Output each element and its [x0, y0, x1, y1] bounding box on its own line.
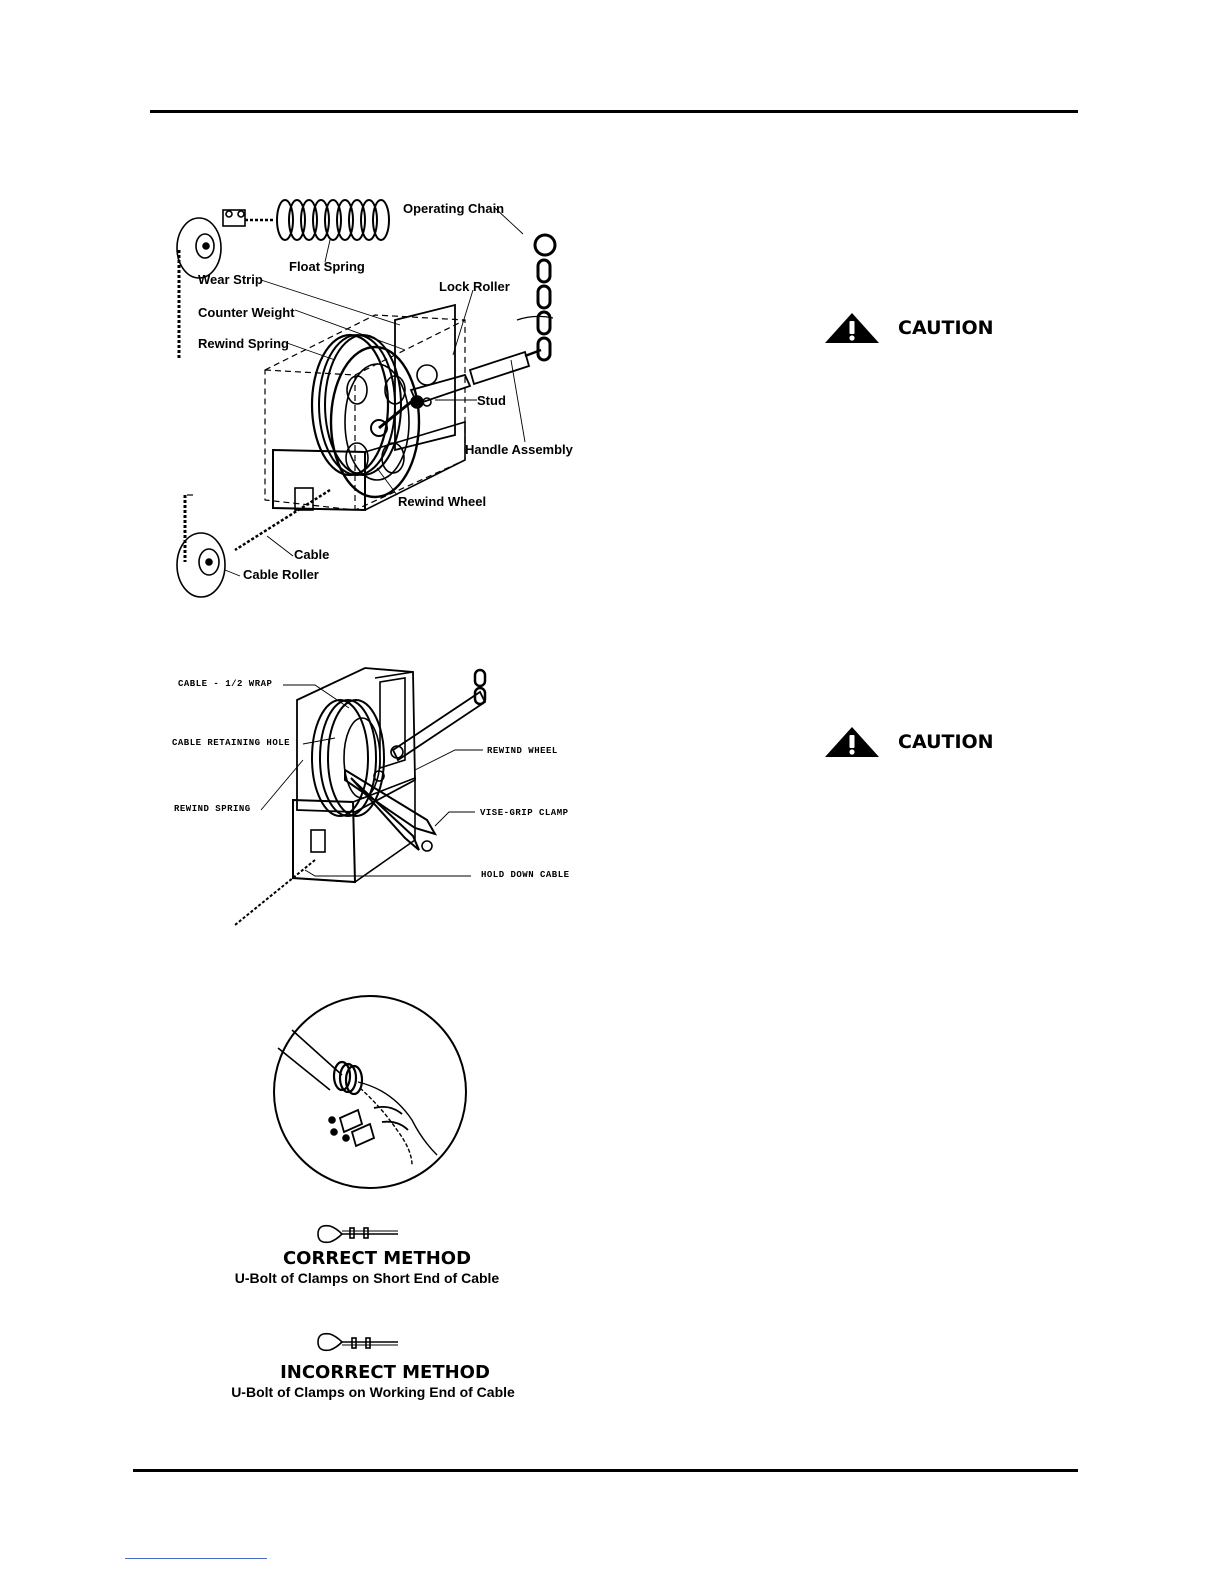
label-stud: Stud — [477, 393, 506, 408]
label-rewind-spring-2: REWIND SPRING — [174, 804, 251, 814]
label-rewind-spring: Rewind Spring — [198, 336, 289, 351]
label-rewind-wheel: Rewind Wheel — [398, 494, 487, 509]
correct-method-subtitle: U-Bolt of Clamps on Short End of Cable — [234, 1270, 500, 1286]
label-wear-strip: Wear Strip — [198, 272, 263, 287]
correct-method-title: CORRECT METHOD — [282, 1248, 472, 1269]
label-rewind-wheel-2: REWIND WHEEL — [487, 746, 558, 756]
footer-link-underline[interactable] — [125, 1558, 267, 1559]
incorrect-method-subtitle: U-Bolt of Clamps on Working End of Cable — [231, 1384, 515, 1400]
label-operating-chain: Operating Chain — [403, 201, 505, 216]
caution-2-text: CAUTION — [898, 731, 994, 753]
label-handle-assembly: Handle Assembly — [465, 442, 573, 457]
label-cable: Cable — [294, 547, 330, 562]
label-cable-roller: Cable Roller — [243, 567, 319, 582]
caution-1 — [824, 312, 994, 344]
label-hold-down-cable: HOLD DOWN CABLE — [481, 870, 570, 880]
incorrect-method-icon — [312, 1330, 400, 1354]
label-lock-roller: Lock Roller — [439, 279, 510, 294]
caution-1-text: CAUTION — [898, 317, 994, 339]
footer-rule — [133, 1469, 1078, 1472]
incorrect-method-title: INCORRECT METHOD — [280, 1362, 490, 1383]
vise-grip-clamp-diagram — [165, 660, 585, 930]
correct-method-icon — [312, 1222, 400, 1246]
label-counter-weight: Counter Weight — [198, 305, 295, 320]
label-vise-grip-clamp: VISE-GRIP CLAMP — [480, 808, 569, 818]
label-cable-half-wrap: CABLE - 1/2 WRAP — [178, 679, 273, 689]
label-float-spring: Float Spring — [289, 259, 365, 274]
header-rule — [150, 110, 1078, 113]
cable-clamp-detail-diagram — [262, 990, 482, 1200]
label-cable-retaining-hole: CABLE RETAINING HOLE — [172, 738, 291, 748]
warning-triangle-icon — [824, 726, 880, 758]
warning-triangle-icon — [824, 312, 880, 344]
caution-2 — [824, 726, 994, 758]
operator-assembly-diagram — [165, 190, 585, 600]
